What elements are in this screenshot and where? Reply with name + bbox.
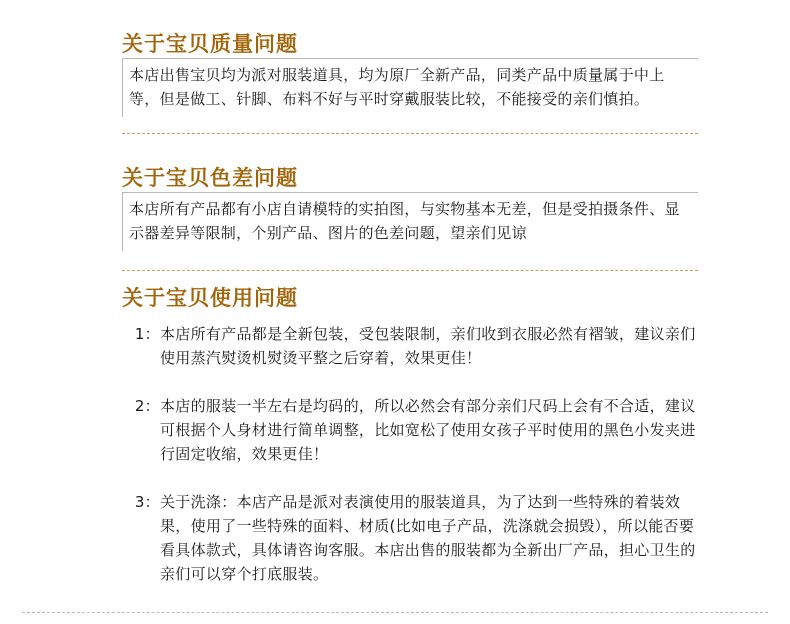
item-number: 1： [134,325,160,343]
list-item [122,490,698,586]
color-text: 本店所有产品都有小店自请模特的实拍图，与实物基本无差，但是受拍摄条件、显示器差异等限制，个别产品、图片的色差问题，望亲们见谅 [122,192,698,251]
item-text: 本店所有产品都是全新包装，受包装限制，亲们收到衣服必然有褶皱，建议亲们使用蒸汽熨烫机熨烫平整之后穿着，效果更佳！ [160,325,696,367]
item-number: 2： [134,397,160,415]
quality-section [122,30,698,117]
item-number: 3： [134,493,160,511]
list-item [122,322,698,370]
color-title: 关于宝贝色差问题 [122,166,298,190]
usage-section [122,284,698,312]
quality-title: 关于宝贝质量问题 [122,32,298,56]
list-item [122,394,698,466]
color-section [122,164,698,251]
bottom-divider [22,612,768,613]
usage-list [122,322,698,610]
divider [122,270,698,271]
item-text: 本店的服装一半左右是均码的，所以必然会有部分亲们尺码上会有不合适，建议可根据个人身材进行简单调整，比如宽松了使用女孩子平时使用的黑色小发夹进行固定收缩，效果更佳！ [160,397,696,463]
usage-title: 关于宝贝使用问题 [122,286,298,310]
quality-text: 本店出售宝贝均为派对服装道具，均为原厂全新产品，同类产品中质量属于中上等，但是做工、针脚、布料不好与平时穿戴服装比较，不能接受的亲们慎拍。 [122,58,698,117]
item-text: 关于洗涤：本店产品是派对表演使用的服装道具，为了达到一些特殊的着装效果，使用了一些特殊的面料、材质(比如电子产品，洗涤就会损毁），所以能否要看具体款式，具体请咨询客服。本店出售的服装都为全新出厂产品，担心卫生的亲们可以穿个打底服装。 [160,493,696,583]
divider [122,133,698,134]
